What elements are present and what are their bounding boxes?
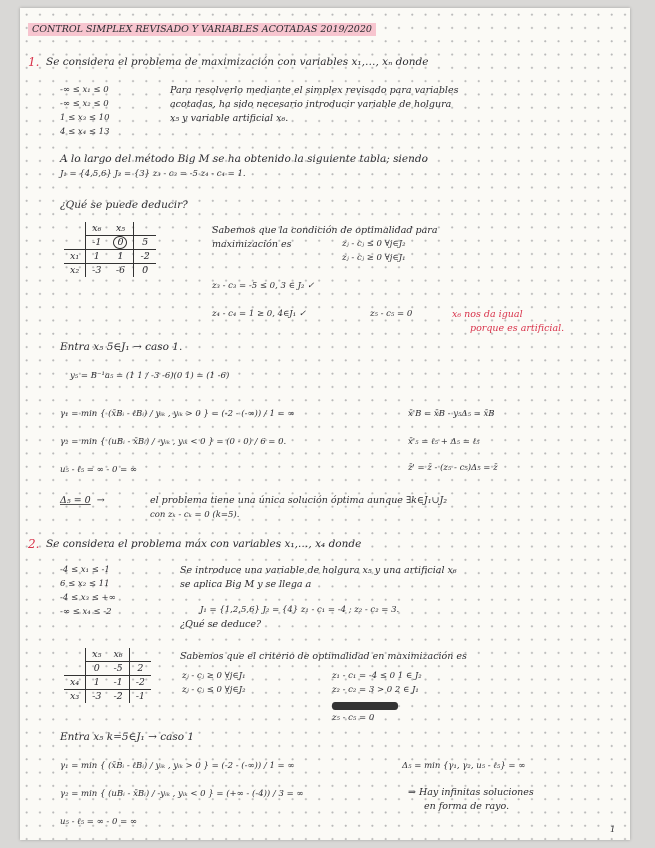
page-header: CONTROL SIMPLEX REVISADO Y VARIABLES ACOTADAS 2019/2020 [28, 24, 376, 36]
p1-check-2: z₄ - c₄ = 1 ≥ 0, 4∈J₁ ✓ [212, 309, 306, 319]
p1-check-3: z₅ - c₅ = 0 [370, 309, 413, 319]
cell: -2 [129, 676, 151, 690]
p1-optimality-1: Sabemos que la condición de optimalidad para [212, 225, 438, 236]
p1-update-2: x̄'₅ = ℓ₅ + Δ₅ = ℓ₅ [408, 437, 480, 447]
p1-optimality-2: maximización es [212, 239, 292, 250]
p2-delta: Δ₅ = min {γ₁, γ₂, u₅ - ℓ₅} = ∞ [402, 761, 526, 771]
cell: -2 [107, 690, 129, 704]
cell: 0 [142, 265, 149, 276]
p1-y5: y₅ = B⁻¹a₅ = (1 1 / -3 -6)(0 1) = (1 -6) [70, 371, 230, 381]
p2-tableau [64, 648, 151, 703]
p2-sets: J₁ = {1,2,5,6} J₂ = {4} z₁ - c₁ = -4 ; z₂ - c₂ = 3. [200, 605, 400, 615]
cell: -2 [134, 250, 156, 264]
p1-question: ¿Qué se puede deducir? [60, 199, 188, 211]
p2-bound-4: -∞ ≤ x₄ ≤ -2 [60, 607, 112, 617]
p2-intro-1: Se introduce una variable de holgura x₅ y una artificial x₆ [180, 565, 457, 576]
col-header-x6: x₆ [107, 648, 129, 662]
p1-gamma-1: γ₁ = min { (x̄Bᵢ - ℓBᵢ) / yᵢₖ , yᵢₖ > 0 } = (-2 - (-∞)) / 1 = ∞ [60, 409, 295, 419]
p1-update-1: x̄'B = x̄B - y₅Δ₅ = x̄B [408, 409, 495, 419]
p2-optimality-3: zⱼ - cⱼ ≤ 0 ∀j∈J₂ [182, 685, 246, 695]
p2-question: ¿Qué se deduce? [180, 619, 262, 630]
row-label: x₁ [64, 250, 86, 264]
p1-gamma-2: γ₂ = min { (uBᵢ - x̄Bᵢ) / -yᵢₖ , yᵢₖ < 0 } = (0 - 0) / 6 = 0. [60, 437, 287, 447]
p2-check-3: z₅ - c₅ = 0 [332, 713, 375, 723]
p1-intro-1: Para resolverlo mediante el simplex revisado para variables [170, 85, 459, 96]
p1-bound-4: 4 ≤ x₄ ≤ 13 [60, 127, 110, 137]
problem-2-statement: Se considera el problema máx con variables x₁,…, x₄ donde [46, 538, 362, 550]
p1-bound-1: -∞ ≤ x₁ ≤ 0 [60, 85, 109, 95]
row-label [64, 222, 86, 236]
p1-conclusion-1: el problema tiene una única solución óptima aunque ∃k∈J₁∪J₂ [150, 495, 448, 506]
p2-intro-2: se aplica Big M y se llega a [180, 579, 312, 590]
col-header-rhs [134, 222, 156, 236]
scribbled-out-text [332, 702, 398, 710]
cell: 2 [129, 662, 151, 676]
p1-entra: Entra x₅ 5∈J₁ → caso 1. [60, 341, 183, 353]
row-label: x₄ [64, 676, 86, 690]
p1-intro-3: x₅ y variable artificial x₆. [170, 113, 289, 124]
p2-gamma-3: u₅ - ℓ₅ = ∞ - 0 = ∞ [60, 817, 138, 827]
p1-optimality-3: zⱼ - cⱼ ≤ 0 ∀j∈J₂ [342, 239, 406, 249]
cell: 1 [107, 250, 134, 264]
problem-1-number: 1. [28, 55, 40, 69]
p1-tableau [64, 222, 156, 277]
p2-entra: Entra x₅ k=5∈J₁ → caso 1 [60, 731, 195, 743]
problem-1-statement: Se considera el problema de maximización con variables x₁,…, xₙ donde [46, 56, 429, 68]
p2-gamma-1: γ₁ = min { (x̄Bᵢ - ℓBᵢ) / yᵢₖ , yᵢₖ > 0 } = (-2 - (-∞)) / 1 = ∞ [60, 761, 295, 771]
p1-delta-value: Δ₅ = 0 [60, 495, 91, 506]
cell: -1 [135, 691, 145, 702]
p2-conclusion-1: ⇒ Hay infinitas soluciones [408, 787, 534, 798]
p2-conclusion-2: en forma de rayo. [424, 801, 510, 812]
p1-bound-2: -∞ ≤ x₂ ≤ 0 [60, 99, 109, 109]
col-header-x6: x₆ [86, 222, 108, 236]
p1-x6-note-2: porque es artificial. [470, 323, 565, 334]
cell: 1 [86, 676, 108, 690]
cell: -5 [107, 662, 129, 676]
row-label [64, 648, 86, 662]
col-header-rhs [129, 648, 151, 662]
p1-update-3: z̄' = z̄ - (z₅ - c₅)Δ₅ = z̄ [408, 463, 498, 473]
p2-optimality-1: Sabemos que el criterio de optimalidad en maximización es [180, 651, 467, 662]
row-label: x₂ [64, 264, 86, 278]
cell: 1 [86, 250, 108, 264]
arrow-right-icon: → [93, 495, 105, 506]
p1-delta [60, 496, 105, 506]
p1-x6-note-1: x₆ nos da igual [452, 309, 523, 320]
p1-optimality-4: zⱼ - cⱼ ≥ 0 ∀j∈J₁ [342, 253, 406, 263]
p1-conclusion-2: con zₖ - cₖ = 0 (k=5). [150, 510, 240, 520]
col-header-x5: x₅ [86, 648, 108, 662]
notebook-page [20, 8, 630, 840]
p1-gamma-3: u₅ - ℓ₅ = ∞ - 0 = ∞ [60, 465, 138, 475]
cell: 0 [86, 662, 108, 676]
p1-intro-2: acotadas, ha sido necesario introducir variable de holgura [170, 99, 452, 110]
cell: -3 [92, 265, 102, 276]
p2-check-2: z₂ - c₂ = 3 > 0 2 ∈ J₁ [332, 685, 419, 695]
col-header-x5: x₅ [107, 222, 134, 236]
p1-bound-3: 1 ≤ x₃ ≤ 10 [60, 113, 110, 123]
p2-gamma-2: γ₂ = min { (uBᵢ - x̄Bᵢ) / -yᵢₖ , yᵢₖ < 0 } = (+∞ - (-4)) / 3 = ∞ [60, 789, 304, 799]
cell: -1 [107, 676, 129, 690]
page-number: 1 [610, 825, 616, 835]
p1-check-1: z₃ - c₃ = -5 ≤ 0, 3 ∈ J₂ ✓ [212, 281, 315, 291]
p1-method: A lo largo del método Big M se ha obtenido la siguiente tabla; siendo [60, 153, 428, 165]
p2-bound-3: -4 ≤ x₃ ≤ +∞ [60, 593, 116, 603]
p2-bound-1: -4 ≤ x₁ ≤ -1 [60, 565, 110, 575]
cell: -3 [92, 691, 102, 702]
p2-optimality-2: zⱼ - cⱼ ≥ 0 ∀j∈J₁ [182, 671, 246, 681]
problem-2-number: 2. [28, 537, 40, 551]
cell: 5 [134, 236, 156, 250]
cell: -6 [107, 264, 134, 278]
p1-sets: J₁ = {4,5,6} J₂ = {3} z₃ - c₃ = -5 z₄ - c₄ = 1. [60, 169, 246, 179]
pivot-cell: 0 [113, 236, 127, 249]
row-label: x₃ [64, 690, 86, 704]
cell: -1 [86, 236, 108, 250]
p2-check-1: z₁ - c₁ = -4 ≤ 0 1 ∈ J₂ [332, 671, 422, 681]
p2-bound-2: 6 ≤ x₂ ≤ 11 [60, 579, 110, 589]
